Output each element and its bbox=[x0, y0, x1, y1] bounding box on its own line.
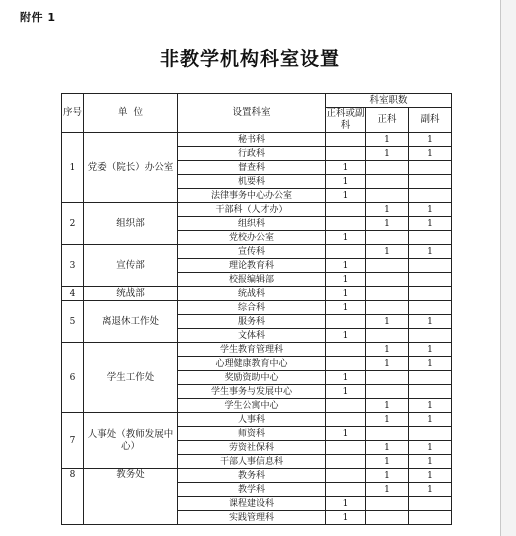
viewer-gutter bbox=[501, 0, 516, 536]
count-zhengke bbox=[366, 371, 409, 385]
unit-name: 学生工作处 bbox=[84, 343, 178, 413]
table-row bbox=[62, 203, 452, 217]
count-either: 1 bbox=[326, 189, 366, 203]
dept-name: 教务科 bbox=[178, 469, 326, 483]
count-fuke: 1 bbox=[409, 315, 452, 329]
dept-name: 心理健康教育中心 bbox=[178, 357, 326, 371]
count-either bbox=[326, 455, 366, 469]
unit-name: 人事处（教师发展中心） bbox=[84, 413, 178, 469]
count-either bbox=[326, 413, 366, 427]
table-row bbox=[62, 413, 452, 427]
dept-name: 实践管理科 bbox=[178, 511, 326, 525]
unit-name: 组织部 bbox=[84, 203, 178, 245]
header-unit: 单 位 bbox=[84, 94, 178, 133]
count-zhengke: 1 bbox=[366, 203, 409, 217]
count-zhengke: 1 bbox=[366, 469, 409, 483]
count-zhengke bbox=[366, 511, 409, 525]
count-fuke bbox=[409, 385, 452, 399]
count-zhengke bbox=[366, 287, 409, 301]
count-fuke: 1 bbox=[409, 469, 452, 483]
count-either: 1 bbox=[326, 385, 366, 399]
count-either: 1 bbox=[326, 273, 366, 287]
count-either bbox=[326, 147, 366, 161]
count-either: 1 bbox=[326, 161, 366, 175]
count-fuke bbox=[409, 511, 452, 525]
table-row bbox=[62, 469, 452, 483]
unit-number: 5 bbox=[62, 301, 84, 343]
dept-name: 校报编辑部 bbox=[178, 273, 326, 287]
header-zhengke: 正科 bbox=[366, 108, 409, 133]
count-zhengke: 1 bbox=[366, 133, 409, 147]
count-either: 1 bbox=[326, 511, 366, 525]
unit-name: 党委（院长）办公室 bbox=[84, 133, 178, 203]
dept-name: 课程建设科 bbox=[178, 497, 326, 511]
count-either bbox=[326, 483, 366, 497]
dept-name: 服务科 bbox=[178, 315, 326, 329]
count-zhengke bbox=[366, 259, 409, 273]
unit-number: 7 bbox=[62, 413, 84, 469]
dept-name: 干部科（人才办） bbox=[178, 203, 326, 217]
count-either: 1 bbox=[326, 287, 366, 301]
count-either: 1 bbox=[326, 231, 366, 245]
count-zhengke bbox=[366, 329, 409, 343]
table-row bbox=[62, 343, 452, 357]
dept-name: 机要科 bbox=[178, 175, 326, 189]
table-row bbox=[62, 301, 452, 315]
count-fuke: 1 bbox=[409, 245, 452, 259]
count-either bbox=[326, 315, 366, 329]
dept-name: 综合科 bbox=[178, 301, 326, 315]
count-zhengke: 1 bbox=[366, 217, 409, 231]
dept-name: 党校办公室 bbox=[178, 231, 326, 245]
count-fuke bbox=[409, 371, 452, 385]
count-zhengke bbox=[366, 161, 409, 175]
count-either: 1 bbox=[326, 427, 366, 441]
count-zhengke: 1 bbox=[366, 315, 409, 329]
dept-name: 秘书科 bbox=[178, 133, 326, 147]
dept-name: 宣传科 bbox=[178, 245, 326, 259]
count-zhengke bbox=[366, 427, 409, 441]
dept-name: 督查科 bbox=[178, 161, 326, 175]
count-either bbox=[326, 217, 366, 231]
dept-name: 学生教育管理科 bbox=[178, 343, 326, 357]
dept-name: 组织科 bbox=[178, 217, 326, 231]
unit-name: 统战部 bbox=[84, 287, 178, 301]
count-either: 1 bbox=[326, 259, 366, 273]
count-zhengke: 1 bbox=[366, 147, 409, 161]
count-either bbox=[326, 399, 366, 413]
count-zhengke: 1 bbox=[366, 413, 409, 427]
table-row bbox=[62, 133, 452, 147]
count-either: 1 bbox=[326, 175, 366, 189]
count-zhengke: 1 bbox=[366, 343, 409, 357]
count-zhengke: 1 bbox=[366, 399, 409, 413]
count-fuke: 1 bbox=[409, 483, 452, 497]
dept-name: 教学科 bbox=[178, 483, 326, 497]
unit-number: 4 bbox=[62, 287, 84, 301]
unit-number: 1 bbox=[62, 133, 84, 203]
dept-name: 奖励资助中心 bbox=[178, 371, 326, 385]
page-title: 非教学机构科室设置 bbox=[159, 48, 340, 70]
count-zhengke bbox=[366, 385, 409, 399]
count-fuke bbox=[409, 329, 452, 343]
dept-name: 师资科 bbox=[178, 427, 326, 441]
count-fuke: 1 bbox=[409, 147, 452, 161]
attachment-label: 附件 1 bbox=[20, 11, 56, 24]
count-zhengke bbox=[366, 301, 409, 315]
header-dept: 设置科室 bbox=[178, 94, 326, 133]
count-fuke bbox=[409, 175, 452, 189]
count-either: 1 bbox=[326, 371, 366, 385]
count-fuke bbox=[409, 161, 452, 175]
count-fuke: 1 bbox=[409, 413, 452, 427]
count-either bbox=[326, 203, 366, 217]
count-fuke: 1 bbox=[409, 343, 452, 357]
count-either bbox=[326, 343, 366, 357]
count-fuke bbox=[409, 287, 452, 301]
count-fuke: 1 bbox=[409, 357, 452, 371]
header-fuke: 副科 bbox=[409, 108, 452, 133]
count-fuke: 1 bbox=[409, 455, 452, 469]
count-either bbox=[326, 441, 366, 455]
count-fuke: 1 bbox=[409, 217, 452, 231]
count-either bbox=[326, 469, 366, 483]
table-row bbox=[62, 287, 452, 301]
count-fuke bbox=[409, 273, 452, 287]
count-fuke bbox=[409, 497, 452, 511]
count-fuke: 1 bbox=[409, 133, 452, 147]
unit-name: 宣传部 bbox=[84, 245, 178, 287]
dept-name: 法律事务中心办公室 bbox=[178, 189, 326, 203]
count-fuke: 1 bbox=[409, 399, 452, 413]
count-either: 1 bbox=[326, 497, 366, 511]
header-count: 科室职数 bbox=[326, 94, 452, 108]
unit-number: 8 bbox=[62, 469, 84, 525]
count-zhengke bbox=[366, 273, 409, 287]
dept-name: 理论教育科 bbox=[178, 259, 326, 273]
count-zhengke bbox=[366, 497, 409, 511]
count-zhengke: 1 bbox=[366, 483, 409, 497]
count-either bbox=[326, 245, 366, 259]
header-row bbox=[62, 94, 452, 108]
dept-name: 统战科 bbox=[178, 287, 326, 301]
count-fuke: 1 bbox=[409, 203, 452, 217]
count-either bbox=[326, 357, 366, 371]
count-either: 1 bbox=[326, 301, 366, 315]
dept-name: 劳资社保科 bbox=[178, 441, 326, 455]
count-either bbox=[326, 133, 366, 147]
count-fuke bbox=[409, 231, 452, 245]
dept-name: 学生事务与发展中心 bbox=[178, 385, 326, 399]
header-seq: 序号 bbox=[62, 94, 84, 133]
count-zhengke bbox=[366, 189, 409, 203]
unit-number: 2 bbox=[62, 203, 84, 245]
dept-name: 干部人事信息科 bbox=[178, 455, 326, 469]
unit-name: 离退休工作处 bbox=[84, 301, 178, 343]
count-either: 1 bbox=[326, 329, 366, 343]
count-fuke: 1 bbox=[409, 441, 452, 455]
count-fuke bbox=[409, 427, 452, 441]
count-zhengke bbox=[366, 231, 409, 245]
dept-name: 行政科 bbox=[178, 147, 326, 161]
dept-name: 学生公寓中心 bbox=[178, 399, 326, 413]
count-fuke bbox=[409, 259, 452, 273]
dept-name: 人事科 bbox=[178, 413, 326, 427]
count-zhengke: 1 bbox=[366, 455, 409, 469]
count-fuke bbox=[409, 301, 452, 315]
count-zhengke: 1 bbox=[366, 441, 409, 455]
count-zhengke: 1 bbox=[366, 245, 409, 259]
unit-name: 教务处 bbox=[84, 469, 178, 525]
count-zhengke bbox=[366, 175, 409, 189]
table-row bbox=[62, 245, 452, 259]
count-fuke bbox=[409, 189, 452, 203]
count-zhengke: 1 bbox=[366, 357, 409, 371]
unit-number: 3 bbox=[62, 245, 84, 287]
header-either: 正科或副科 bbox=[326, 108, 365, 131]
unit-number: 6 bbox=[62, 343, 84, 413]
dept-name: 文体科 bbox=[178, 329, 326, 343]
department-table bbox=[61, 93, 452, 525]
